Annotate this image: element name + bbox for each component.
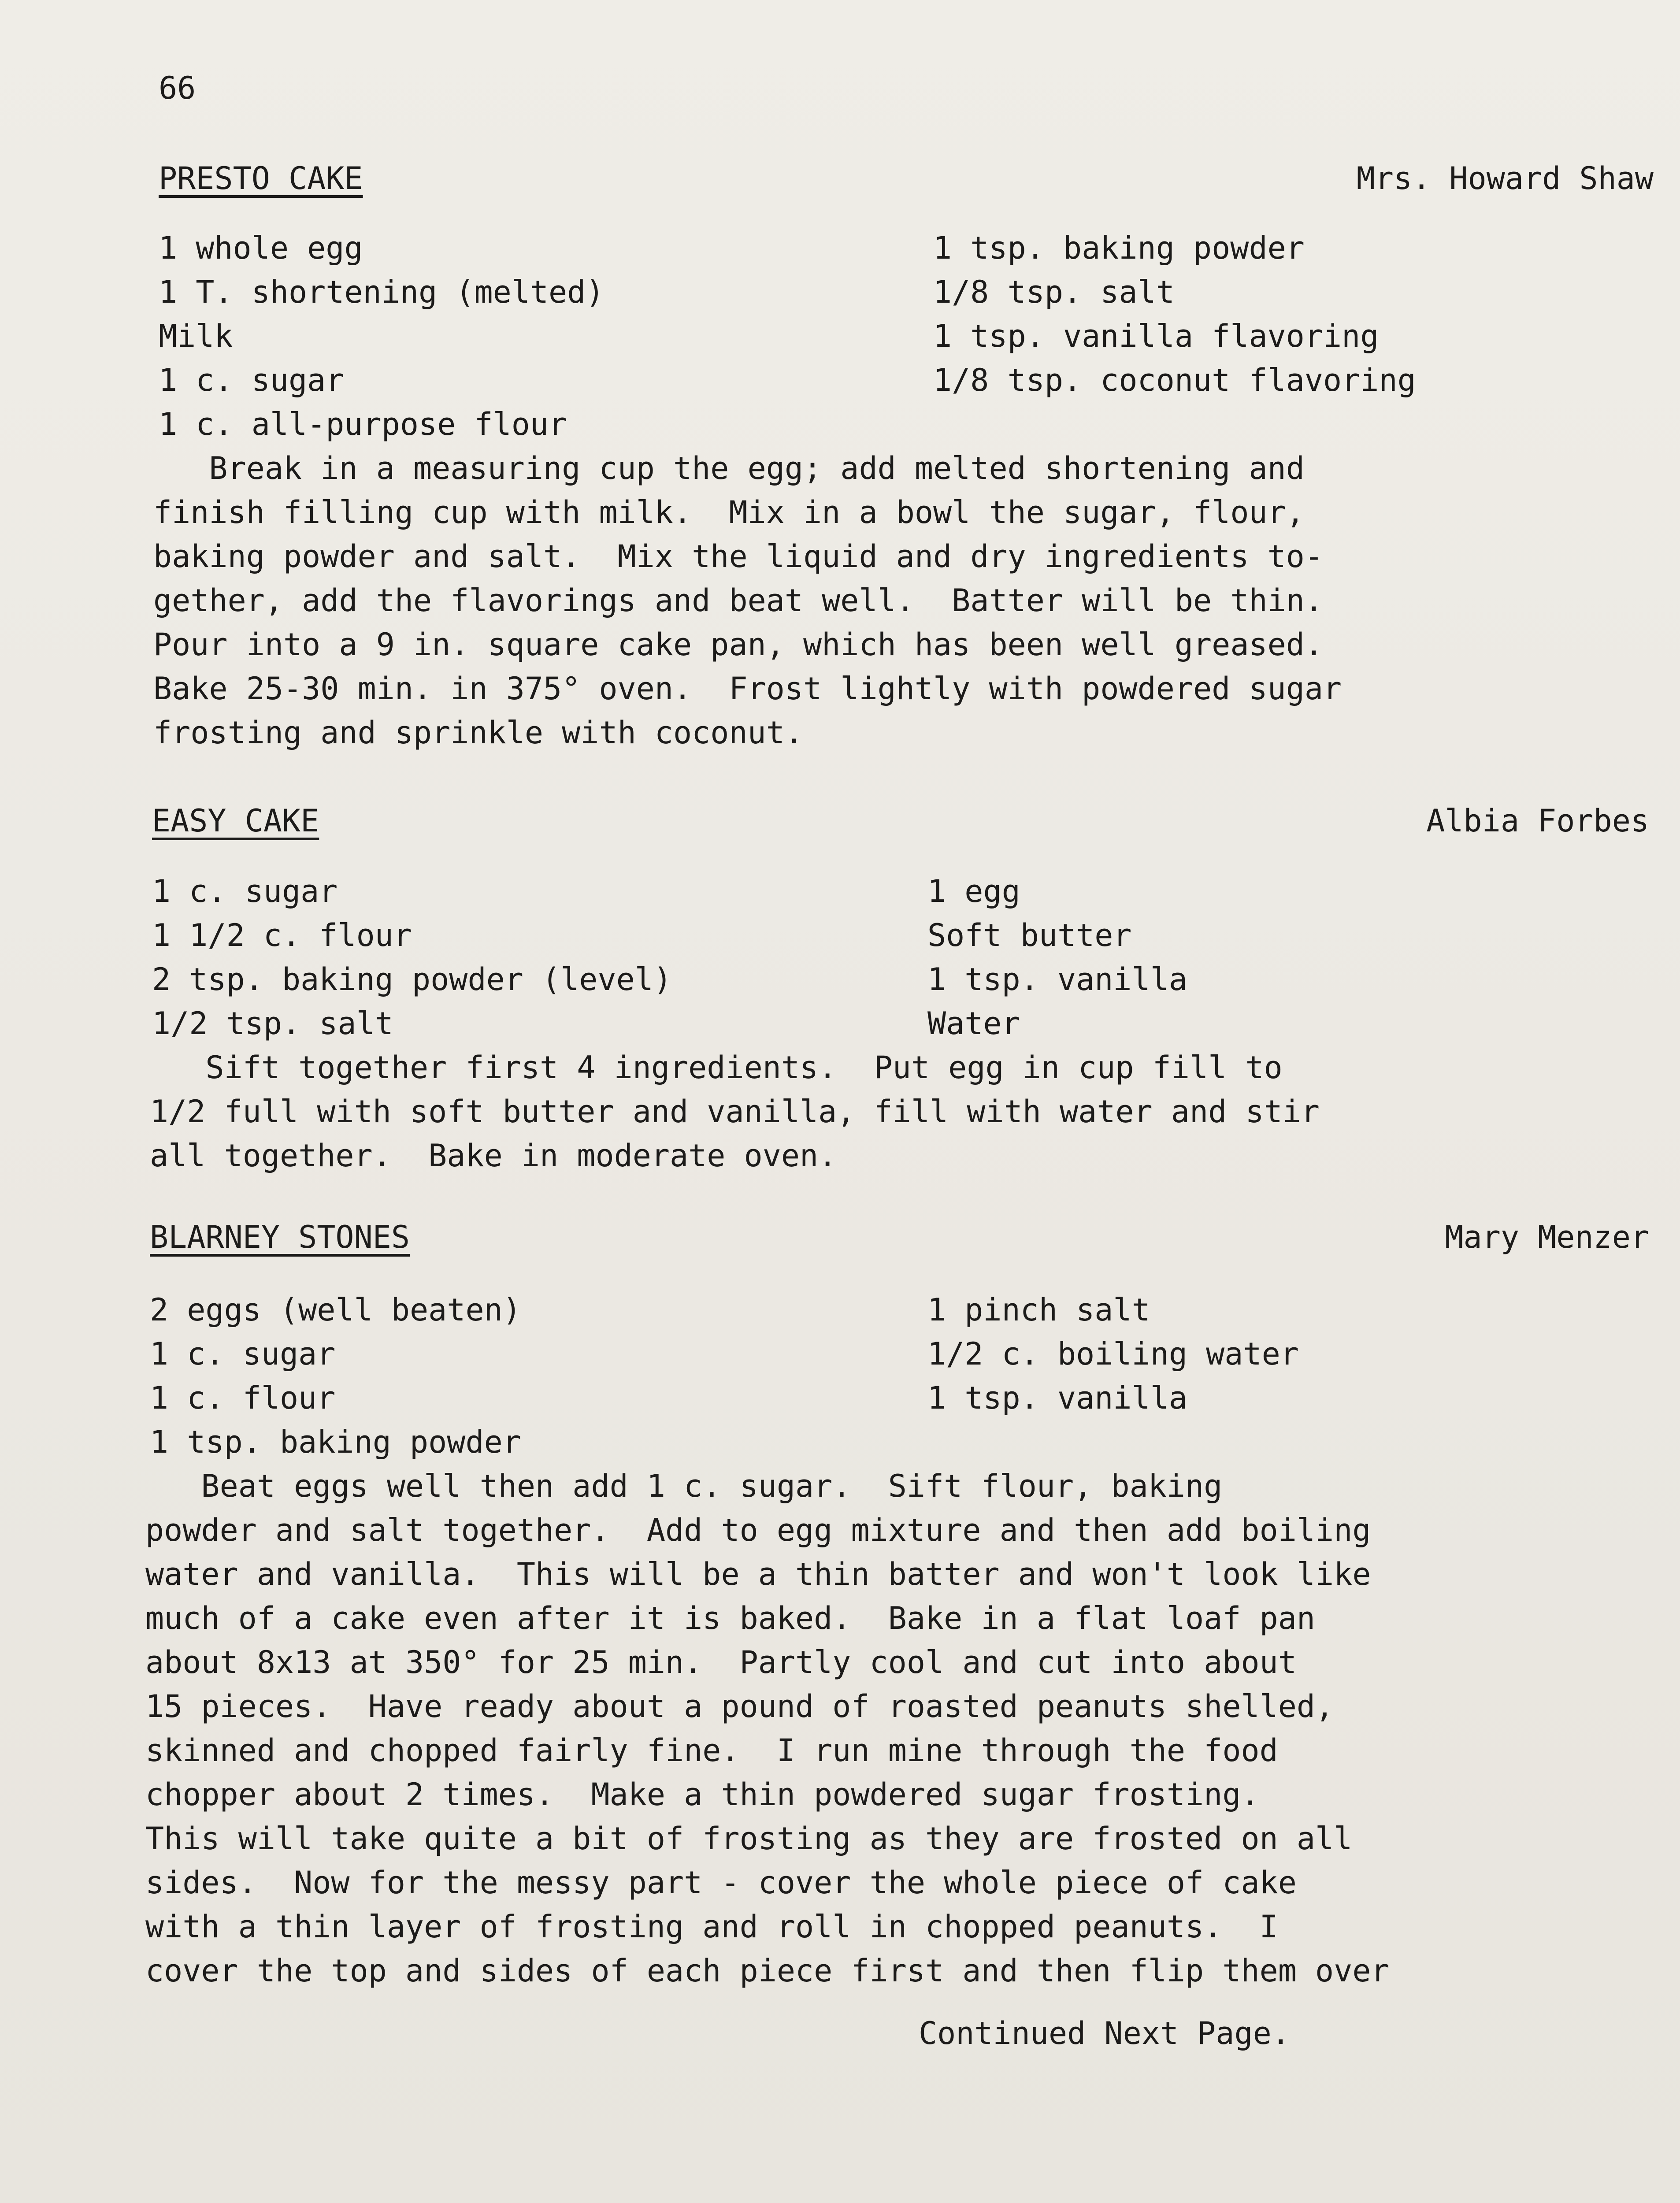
instruction-line: much of a cake even after it is baked. Bake in a flat loaf pan — [145, 1600, 1316, 1636]
recipe-title: PRESTO CAKE — [159, 160, 363, 197]
ingredients-right — [927, 1288, 1299, 1420]
instruction-line: all together. Bake in moderate oven. — [150, 1138, 837, 1174]
recipe-author: Mrs. Howard Shaw — [1356, 160, 1654, 197]
instruction-line: finish filling cup with milk. Mix in a bowl the sugar, flour, — [153, 494, 1305, 530]
ingredient: Milk — [159, 318, 233, 354]
ingredient: 1 c. all-purpose flour — [159, 406, 567, 442]
page-number: 66 — [159, 70, 196, 106]
ingredient: 1/2 c. boiling water — [927, 1336, 1299, 1372]
ingredient: 1 tsp. baking powder — [150, 1424, 521, 1460]
ingredient: 1/8 tsp. salt — [933, 274, 1175, 310]
instruction-line: powder and salt together. Add to egg mixture and then add boiling — [145, 1512, 1371, 1548]
instruction-line: 15 pieces. Have ready about a pound of roasted peanuts shelled, — [145, 1688, 1334, 1725]
ingredients-right — [927, 869, 1187, 1046]
instruction-line: sides. Now for the messy part - cover the whole piece of cake — [145, 1865, 1297, 1901]
ingredients-left — [150, 1288, 521, 1464]
ingredient: 1 whole egg — [159, 230, 363, 266]
ingredients-left — [159, 226, 604, 446]
instruction-line: about 8x13 at 350° for 25 min. Partly cool and cut into about — [145, 1644, 1297, 1680]
instruction-line: baking powder and salt. Mix the liquid and dry ingredients to- — [153, 538, 1324, 575]
instruction-line: Pour into a 9 in. square cake pan, which has been well greased. — [153, 627, 1324, 663]
instruction-line: skinned and chopped fairly fine. I run mine through the food — [145, 1732, 1278, 1769]
instruction-line: 1/2 full with soft butter and vanilla, fill with water and stir — [150, 1094, 1320, 1130]
ingredient: 2 tsp. baking powder (level) — [152, 961, 672, 998]
ingredients-right — [933, 226, 1416, 402]
ingredient: 1/2 tsp. salt — [152, 1005, 393, 1042]
recipe-author: Albia Forbes — [1426, 803, 1649, 839]
ingredient: 1 c. flour — [150, 1380, 336, 1416]
ingredient: 1 tsp. vanilla flavoring — [933, 318, 1379, 354]
ingredient: 1 c. sugar — [150, 1336, 336, 1372]
instruction-line: water and vanilla. This will be a thin batter and won't look like — [145, 1556, 1371, 1592]
ingredient: Water — [927, 1005, 1020, 1042]
recipe-instructions — [153, 446, 1342, 755]
ingredient: Soft butter — [927, 917, 1132, 953]
recipe-title: EASY CAKE — [152, 803, 319, 839]
ingredient: 1/8 tsp. coconut flavoring — [933, 362, 1416, 398]
instruction-line: Beat eggs well then add 1 c. sugar. Sift flour, baking — [145, 1468, 1223, 1504]
instruction-line: chopper about 2 times. Make a thin powdered sugar frosting. — [145, 1776, 1260, 1813]
recipe-instructions — [150, 1046, 1320, 1178]
ingredients-left — [152, 869, 672, 1046]
recipe-header — [0, 799, 1680, 843]
instruction-line: This will take quite a bit of frosting as they are frosted on all — [145, 1821, 1353, 1857]
ingredient: 1 tsp. vanilla — [927, 1380, 1188, 1416]
instruction-line: Bake 25-30 min. in 375° oven. Frost lightly with powdered sugar — [153, 671, 1342, 707]
continued-note: Continued Next Page. — [919, 2015, 1290, 2051]
instruction-line: cover the top and sides of each piece first and then flip them over — [145, 1953, 1390, 1989]
ingredient: 1 1/2 c. flour — [152, 917, 412, 953]
instruction-line: frosting and sprinkle with coconut. — [153, 715, 804, 751]
ingredient: 1 tsp. vanilla — [927, 961, 1188, 998]
ingredient: 1 T. shortening (melted) — [159, 274, 605, 310]
instruction-line: with a thin layer of frosting and roll in chopped peanuts. I — [145, 1909, 1278, 1945]
recipe-author: Mary Menzer — [1445, 1219, 1649, 1255]
instruction-line: Sift together first 4 ingredients. Put egg in cup fill to — [150, 1050, 1283, 1086]
ingredient: 2 eggs (well beaten) — [150, 1292, 521, 1328]
ingredient: 1 c. sugar — [159, 362, 345, 398]
ingredient: 1 egg — [927, 873, 1020, 909]
instruction-line: Break in a measuring cup the egg; add melted shortening and — [153, 450, 1305, 486]
instruction-line: gether, add the flavorings and beat well. Batter will be thin. — [153, 582, 1324, 619]
ingredient: 1 c. sugar — [152, 873, 338, 909]
recipe-header — [0, 1215, 1680, 1259]
ingredient: 1 tsp. baking powder — [933, 230, 1305, 266]
recipe-header — [0, 156, 1680, 200]
recipe-instructions — [145, 1464, 1390, 1993]
ingredient: 1 pinch salt — [927, 1292, 1150, 1328]
recipe-title: BLARNEY STONES — [150, 1219, 410, 1255]
